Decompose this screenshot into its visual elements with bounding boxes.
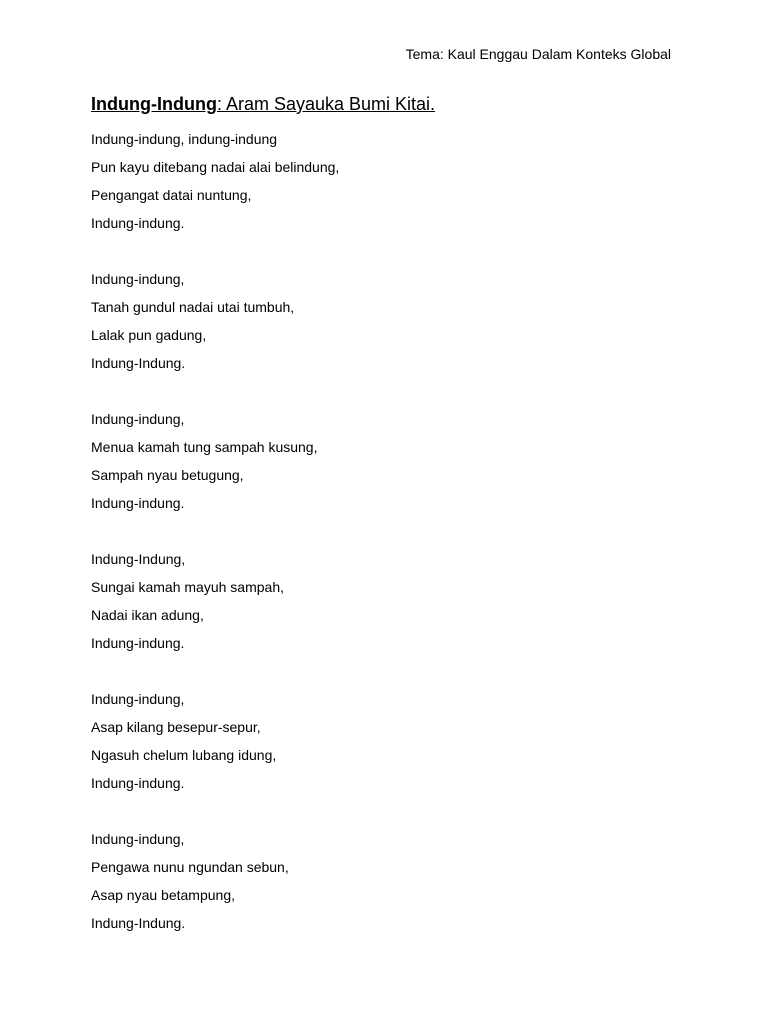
stanza: [91, 685, 339, 797]
poem-line: Indung-indung,: [91, 831, 185, 847]
poem-line: Asap kilang besepur-sepur,: [91, 719, 261, 735]
stanza: [91, 265, 339, 377]
stanza: [91, 405, 339, 517]
poem-line: Indung-indung,: [91, 691, 185, 707]
poem-line: Indung-indung, indung-indung: [91, 131, 278, 147]
poem-line: Lalak pun gadung,: [91, 327, 207, 343]
poem-line: Indung-Indung.: [91, 355, 186, 371]
poem-line: Sampah nyau betugung,: [91, 467, 244, 483]
poem-title: [91, 93, 435, 115]
poem-line: Nadai ikan adung,: [91, 607, 204, 623]
poem-line: Indung-indung.: [91, 215, 185, 231]
page-header: Tema: Kaul Enggau Dalam Konteks Global: [405, 46, 671, 62]
poem-line: Tanah gundul nadai utai tumbuh,: [91, 299, 295, 315]
poem-line: Pengangat datai nuntung,: [91, 187, 252, 203]
stanza: [91, 125, 339, 237]
poem-line: Indung-Indung,: [91, 551, 186, 567]
poem-line: Indung-indung.: [91, 775, 185, 791]
poem-line: Pun kayu ditebang nadai alai belindung,: [91, 159, 340, 175]
poem-line: Sungai kamah mayuh sampah,: [91, 579, 284, 595]
poem-line: Pengawa nunu ngundan sebun,: [91, 859, 289, 875]
stanza: [91, 825, 339, 937]
poem-title-main: Indung-Indung: [91, 94, 217, 114]
poem-line: Menua kamah tung sampah kusung,: [91, 439, 318, 455]
poem-line: Indung-indung,: [91, 271, 185, 287]
poem-line: Asap nyau betampung,: [91, 887, 235, 903]
poem-line: Indung-indung.: [91, 635, 185, 651]
poem-line: Indung-indung,: [91, 411, 185, 427]
poem-line: Indung-Indung.: [91, 915, 186, 931]
stanza: [91, 545, 339, 657]
poem-title-subtitle: : Aram Sayauka Bumi Kitai.: [216, 94, 436, 114]
poem-line: Indung-indung.: [91, 495, 185, 511]
poem-line: Ngasuh chelum lubang idung,: [91, 747, 277, 763]
poem-body: [91, 125, 339, 965]
